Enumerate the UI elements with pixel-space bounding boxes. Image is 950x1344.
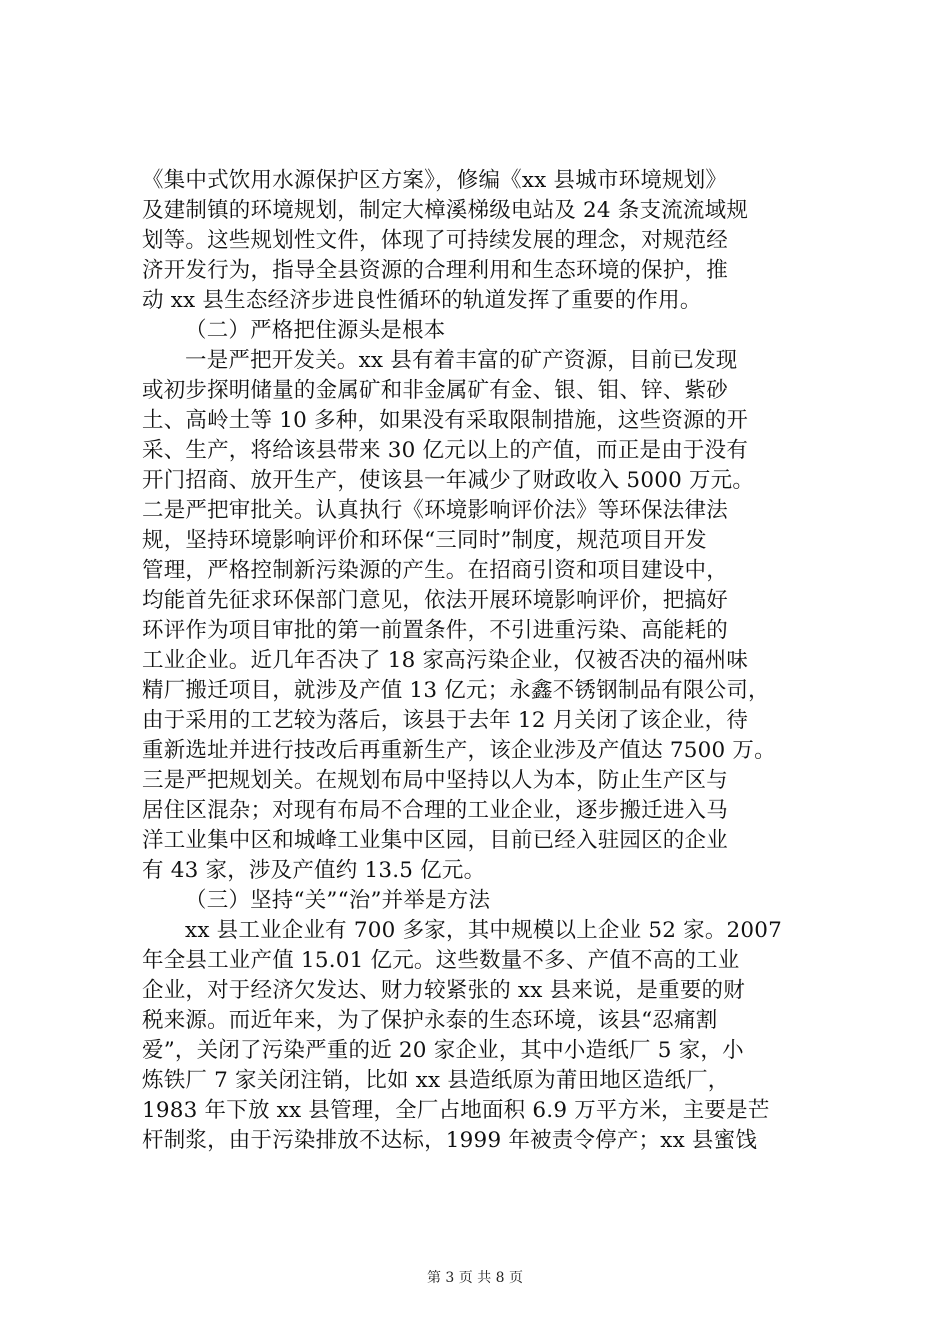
- text-line: 规，坚持环境影响评价和环保“三同时”制度，规范项目开发: [142, 528, 707, 553]
- text-line: 1983 年下放 xx 县管理，全厂占地面积 6.9 万平方米，主要是芒: [142, 1098, 770, 1123]
- text-line: 炼铁厂 7 家关闭注销，比如 xx 县造纸原为莆田地区造纸厂，: [142, 1068, 730, 1093]
- text-line: 一是严把开发关。xx 县有着丰富的矿产资源，目前已发现: [185, 348, 738, 373]
- text-line: 环评作为项目审批的第一前置条件，不引进重污染、高能耗的: [142, 618, 728, 643]
- text-line: 居住区混杂；对现有布局不合理的工业企业，逐步搬迁进入马: [142, 798, 728, 823]
- text-line: 开门招商、放开生产，使该县一年减少了财政收入 5000 万元。: [142, 468, 755, 493]
- text-line: （二）严格把住源头是根本: [185, 318, 446, 343]
- text-line: 三是严把规划关。在规划布局中坚持以人为本，防止生产区与: [142, 768, 728, 793]
- page-footer: 第 3 页 共 8 页: [426, 1270, 524, 1286]
- text-line: （三）坚持“关”“治”并举是方法: [185, 888, 491, 913]
- text-line: 税来源。而近年来，为了保护永泰的生态环境，该县“忍痛割: [142, 1008, 718, 1033]
- text-line: 管理，严格控制新污染源的产生。在招商引资和项目建设中，: [142, 558, 728, 583]
- text-line: 动 xx 县生态经济步进良性循环的轨道发挥了重要的作用。: [142, 288, 702, 313]
- text-line: 划等。这些规划性文件，体现了可持续发展的理念，对规范经: [142, 228, 728, 253]
- text-line: 《集中式饮用水源保护区方案》，修编《xx 县城市环境规划》: [142, 168, 728, 193]
- text-line: 精厂搬迁项目，就涉及产值 13 亿元；永鑫不锈钢制品有限公司，: [142, 678, 770, 703]
- text-line: 由于采用的工艺较为落后，该县于去年 12 月关闭了该企业，待: [142, 708, 749, 733]
- text-line: 及建制镇的环境规划，制定大樟溪梯级电站及 24 条支流流域规: [142, 198, 749, 223]
- text-line: 年全县工业产值 15.01 亿元。这些数量不多、产值不高的工业: [142, 948, 740, 973]
- text-line: 企业，对于经济欠发达、财力较紧张的 xx 县来说，是重要的财: [142, 978, 745, 1003]
- text-line: 有 43 家，涉及产值约 13.5 亿元。: [142, 858, 486, 883]
- text-line: 杆制浆，由于污染排放不达标，1999 年被责令停产；xx 县蜜饯: [142, 1128, 758, 1153]
- text-line: 爱”，关闭了污染严重的近 20 家企业，其中小造纸厂 5 家，小: [142, 1038, 744, 1063]
- text-line: 二是严把审批关。认真执行《环境影响评价法》等环保法律法: [142, 498, 728, 523]
- text-line: 重新选址并进行技改后再重新生产，该企业涉及产值达 7500 万。: [142, 738, 776, 763]
- text-line: xx 县工业企业有 700 多家，其中规模以上企业 52 家。2007: [185, 918, 783, 943]
- text-line: 洋工业集中区和城峰工业集中区园，目前已经入驻园区的企业: [142, 828, 728, 853]
- text-line: 或初步探明储量的金属矿和非金属矿有金、银、钼、锌、紫砂: [142, 378, 728, 403]
- text-line: 土、高岭土等 10 多种，如果没有采取限制措施，这些资源的开: [142, 408, 749, 433]
- text-line: 济开发行为，指导全县资源的合理利用和生态环境的保护，推: [142, 258, 728, 283]
- document-body: [142, 166, 812, 1156]
- text-line: 工业企业。近几年否决了 18 家高污染企业，仅被否决的福州味: [142, 648, 749, 673]
- text-line: 均能首先征求环保部门意见，依法开展环境影响评价，把搞好: [142, 588, 728, 613]
- text-line: 采、生产，将给该县带来 30 亿元以上的产值，而正是由于没有: [142, 438, 749, 463]
